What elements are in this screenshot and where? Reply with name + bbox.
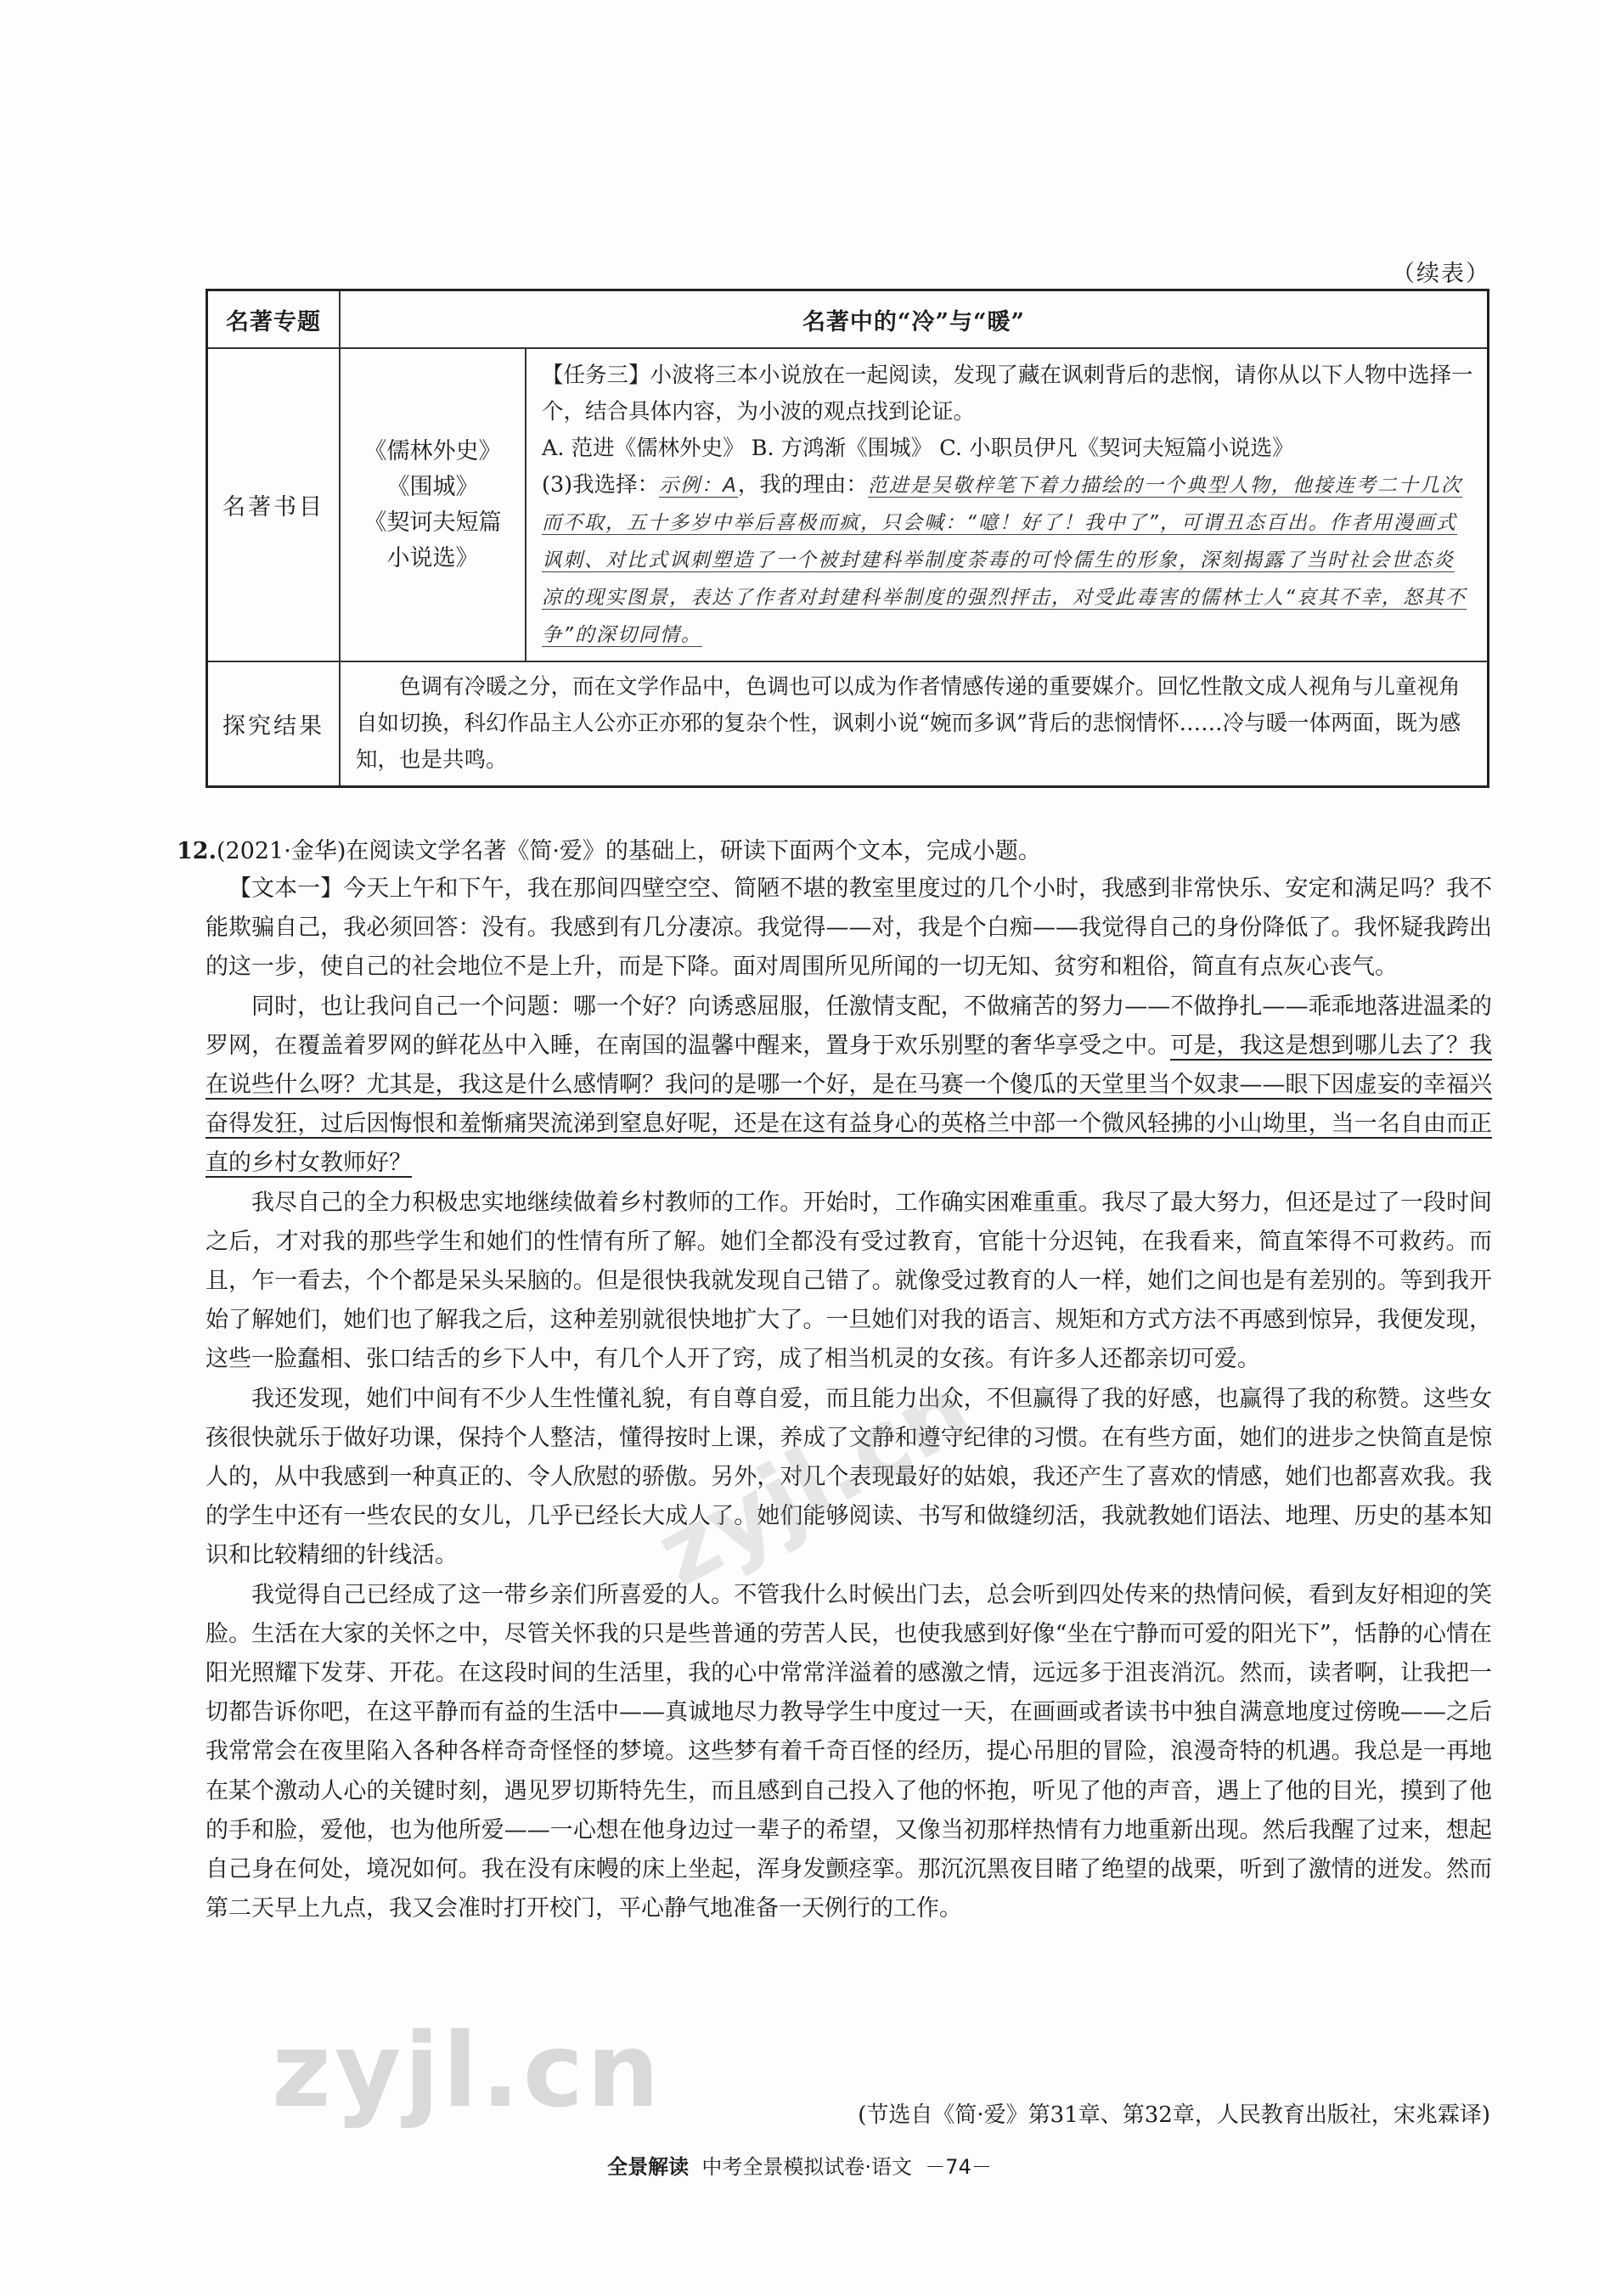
result-text: 色调有冷暖之分，而在文学作品中，色调也可以成为作者情感传递的重要媒介。回忆性散文成人视角与儿童视角自如切换，科幻作品主人公亦正亦邪的复杂个性，讽刺小说“婉而多讽”背后的悲悯情怀……冷与暖一体两面，既为感知，也是共鸣。 [356,674,1461,773]
watermark: zyjl.cn [639,1353,988,1608]
question-text: (2021·金华)在阅读文学名著《简·爱》的基础上，研读下面两个文本，完成小题。 [216,838,1041,864]
passage-text-one [206,869,1492,1928]
question-stem [177,832,1493,871]
result-cell [340,661,1489,787]
book-title: 小说选》 [386,544,479,571]
book-title: 《契诃夫短篇 [363,509,502,536]
page-number: －74－ [925,2155,992,2179]
header-topic-title: 名著中的“冷”与“暖” [340,290,1489,349]
watermark: zyjl.cn [272,2012,663,2130]
underlined-sentence: 可是，我这是想到哪儿去了？我在说些什么呀？尤其是，我这是什么感情啊？我问的是哪一个好，是在马赛一个傻瓜的天堂里当个奴隶——眼下因虚妄的幸福兴奋得发狂，过后因悔恨和羞惭痛哭流涕到窒息好呢，还是在这有益身心的英格兰中部一个微风轻拂的小山坳里，当一名自由而正直的乡村女教师好？ [206,1032,1493,1177]
passage-sentence: 同时，也让我问自己一个问题：哪一个好？向诱惑屈服，任激情支配，不做痛苦的努力——不做挣扎——乖乖地落进温柔的罗网，在覆盖着罗网的鲜花丛中入睡，在南国的温馨中醒来，置身于欢乐别墅的奢华享受之中。 [206,993,1492,1059]
passage-paragraph: 我尽自己的全力积极忠实地继续做着乡村教师的工作。开始时，工作确实困难重重。我尽了最大努力，但还是过了一段时间之后，才对我的那些学生和她们的性情有所了解。她们全都没有受过教育，官能十分迟钝，在我看来，简直笨得不可救药。而且，乍一看去，个个都是呆头呆脑的。但是很快我就发现自己错了。就像受过教育的人一样，她们之间也是有差别的。等到我开始了解她们，她们也了解我之后，这种差别就很快地扩大了。一旦她们对我的语言、规矩和方式方法不再感到惊异，我便发现，这些一脸蠢相、张口结舌的乡下人中，有几个人开了窍，成了相当机灵的女孩。有许多人还都亲切可爱。 [206,1189,1492,1373]
reading-task-table [206,289,1489,788]
footer-series: 中考全景模拟试卷·语文 [701,2155,913,2179]
passage-paragraph [206,988,1492,1184]
passage-paragraph: 我觉得自己已经成了这一带乡亲们所喜爱的人。不管我什么时候出门去，总会听到四处传来的热情问候，看到友好相迎的笑脸。生活在大家的关怀之中，尽管关怀我的只是些普通的劳苦人民，也使我感到好像“坐在宁静而可爱的阳光下”，恬静的心情在阳光照耀下发芽、开花。在这段时间的生活里，我的心中常常洋溢着的感激之情，远远多于沮丧消沉。然而，读者啊，让我把一切都告诉你吧，在这平静而有益的生活中——真诚地尽力教导学生中度过一天，在画画或者读书中独自满意地度过傍晚——之后我常常会在夜里陷入各种各样奇奇怪怪的梦境。这些梦有着千奇百怪的经历，提心吊胆的冒险，浪漫奇特的机遇。我总是一再地在某个激动人心的关键时刻，遇见罗切斯特先生，而且感到自己投入了他的怀抱，听见了他的声音，遇上了他的目光，摸到了他的手和脸，爱他，也为他所爱——一心想在他身边过一辈子的希望，又像当初那样热情有力地重新出现。然后我醒了过来，想起自己身在何处，境况如何。我在没有床幔的床上坐起，浑身发颤痉挛。那沉沉黑夜目睹了绝望的战栗，听到了激情的迸发。然而第二天早上九点，我又会准时打开校门，平心静气地准备一天例行的工作。 [206,1581,1492,1922]
result-row-label: 探究结果 [207,661,341,787]
task-options: A. 范进《儒林外史》 B. 方鸿渐《围城》 C. 小职员伊凡《契诃夫短篇小说选》 [542,436,1294,461]
task-prompt: 【任务三】小波将三本小说放在一起阅读，发现了藏在讽刺背后的悲悯，请你从以下人物中选择一个，结合具体内容，为小波的观点找到论证。 [542,363,1473,425]
book-title: 《围城》 [386,473,479,500]
page-footer [0,2150,1599,2180]
passage-source: (节选自《简·爱》第31章、第32章，人民教育出版社，宋兆霖译) [858,2102,1490,2128]
question-number: 12. [177,838,217,864]
passage-paragraph: 【文本一】今天上午和下午，我在那间四壁空空、简陋不堪的教室里度过的几个小时，我感到非常快乐、安定和满足吗？我不能欺骗自己，我必须回答：没有。我感到有几分凄凉。我觉得——对，我是个白痴——我觉得自己的身份降低了。我怀疑我跨出的这一步，使自己的社会地位不是上升，而是下降。面对周围所见所闻的一切无知、贫穷和粗俗，简直有点灰心丧气。 [206,875,1492,981]
task-three-cell [526,348,1489,661]
reason-answer[interactable]: 范进是吴敬梓笔下着力描绘的一个典型人物，他接连考二十几次而不取，五十多岁中举后喜极而疯，只会喊：“噫！好了！我中了”，可谓丑态百出。作者用漫画式讽刺、对比式讽刺塑造了一个被封建科举制度荼毒的可怜儒生的形象，深刻揭露了当时社会世态炎凉的现实图景，表达了作者对封建科举制度的强烈抨击，对受此毒害的儒林士人“哀其不幸，怒其不争”的深切同情。 [542,475,1467,646]
books-row-label: 名著书目 [207,348,341,661]
passage-paragraph: 我还发现，她们中间有不少人生性懂礼貌，有自尊自爱，而且能力出众，不但赢得了我的好感，也赢得了我的称赞。这些女孩很快就乐于做好功课，保持个人整洁，懂得按时上课，养成了文静和遵守纪律的习惯。在有些方面，她们的进步之快简直是惊人的，从中我感到一种真正的、令人欣慰的骄傲。另外，对几个表现最好的姑娘，我还产生了喜欢的情感，她们也都喜欢我。我的学生中还有一些农民的女儿，几乎已经长大成人了。她们能够阅读、书写和做缝纫活，我就教她们语法、地理、历史的基本知识和比较精细的针线活。 [206,1385,1492,1569]
question-12 [177,832,1493,871]
continued-label: （续表） [1392,261,1490,287]
choice-prefix: (3)我选择： [542,472,660,498]
answer-block [542,467,1473,654]
reason-prefix: ，我的理由： [737,472,868,498]
book-title: 《儒林外史》 [363,437,502,464]
header-topic-label: 名著专题 [207,290,341,349]
book-list [340,348,526,661]
footer-brand: 全景解读 [607,2155,690,2179]
choice-answer[interactable]: 示例：A [659,475,738,497]
